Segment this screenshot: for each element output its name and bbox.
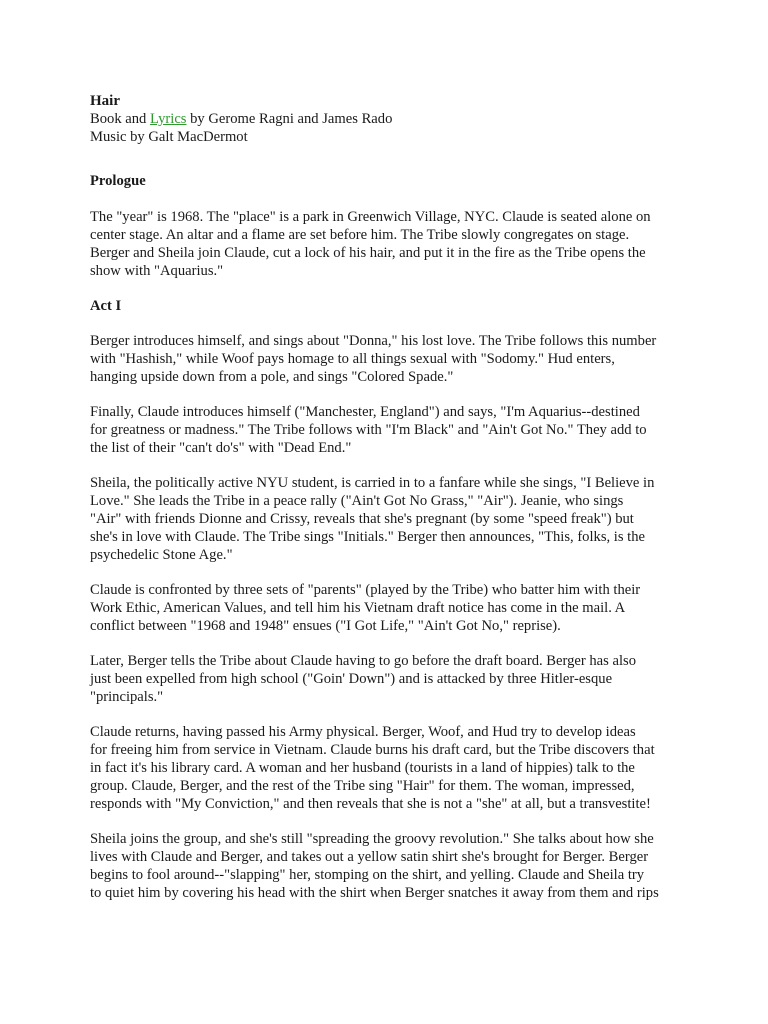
- text-line: in fact it's his library card. A woman and her husband (tourists in a land of hippies) talk to the: [90, 760, 635, 776]
- act1-heading: Act I: [90, 298, 122, 314]
- text-line: Work Ethic, American Values, and tell him his Vietnam draft notice has come in the mail. A: [90, 600, 626, 616]
- text-line: the list of their "can't do's" with "Dead End.": [90, 440, 352, 456]
- text-line: begins to fool around--"slapping" her, stomping on the shirt, and yelling. Claude and Sheila try: [90, 867, 645, 883]
- text-line: she's in love with Claude. The Tribe sings "Initials." Berger then announces, "This, folks, is the: [90, 529, 646, 545]
- credit-prefix: Book and: [90, 111, 150, 127]
- lyrics-link[interactable]: Lyrics: [150, 111, 187, 127]
- text-line: Sheila joins the group, and she's still "spreading the groovy revolution." She talks about how she: [90, 831, 654, 847]
- text-line: just been expelled from high school ("Goin' Down") and is attacked by three Hitler-esque: [90, 671, 613, 687]
- act1-paragraph: [90, 474, 690, 564]
- text-line: Berger introduces himself, and sings about "Donna," his lost love. The Tribe follows this number: [90, 333, 657, 349]
- prologue-heading: Prologue: [90, 173, 146, 189]
- credit-line-music: Music by Galt MacDermot: [90, 129, 248, 145]
- act1-paragraph: [90, 581, 690, 635]
- text-line: "Air" with friends Dionne and Crissy, reveals that she's pregnant (by some "speed freak") but: [90, 511, 634, 527]
- text-line: Later, Berger tells the Tribe about Claude having to go before the draft board. Berger has also: [90, 653, 636, 669]
- text-line: psychedelic Stone Age.": [90, 547, 233, 563]
- credit-suffix: by Gerome Ragni and James Rado: [186, 111, 393, 127]
- text-line: Claude is confronted by three sets of "parents" (played by the Tribe) who batter him with their: [90, 582, 641, 598]
- text-line: show with "Aquarius.": [90, 263, 224, 279]
- text-line: Finally, Claude introduces himself ("Manchester, England") and says, "I'm Aquarius--destined: [90, 404, 640, 420]
- text-line: Berger and Sheila join Claude, cut a lock of his hair, and put it in the fire as the Tribe opens the: [90, 245, 646, 261]
- text-line: Love." She leads the Tribe in a peace rally ("Ain't Got No Grass," "Air"). Jeanie, who sings: [90, 493, 624, 509]
- credit-line-book-lyrics: [90, 110, 690, 128]
- text-line: center stage. An altar and a flame are set before him. The Tribe slowly congregates on stage.: [90, 227, 630, 243]
- text-line: lives with Claude and Berger, and takes out a yellow satin shirt she's brought for Berger. Berger: [90, 849, 649, 865]
- text-line: conflict between "1968 and 1948" ensues ("I Got Life," "Ain't Got No," reprise).: [90, 618, 561, 634]
- text-line: for freeing him from service in Vietnam. Claude burns his draft card, but the Tribe discovers that: [90, 742, 655, 758]
- text-line: The "year" is 1968. The "place" is a park in Greenwich Village, NYC. Claude is seated alone on: [90, 209, 651, 225]
- act1-paragraph: [90, 830, 690, 902]
- text-line: "principals.": [90, 689, 164, 705]
- text-line: Claude returns, having passed his Army physical. Berger, Woof, and Hud try to develop ideas: [90, 724, 636, 740]
- act1-paragraph: [90, 403, 690, 457]
- text-line: to quiet him by covering his head with the shirt when Berger snatches it away from them and rips: [90, 885, 659, 901]
- text-line: for greatness or madness." The Tribe follows with "I'm Black" and "Ain't Got No." They add to: [90, 422, 647, 438]
- act1-paragraph: [90, 652, 690, 706]
- prologue-paragraph: [90, 208, 690, 280]
- text-line: with "Hashish," while Woof pays homage to all things sexual with "Sodomy." Hud enters,: [90, 351, 615, 367]
- text-line: responds with "My Conviction," and then reveals that she is not a "she" at all, but a transvestite!: [90, 796, 651, 812]
- act1-paragraph: [90, 332, 690, 386]
- document-content: [90, 92, 690, 902]
- act1-paragraph: [90, 723, 690, 813]
- text-line: group. Claude, Berger, and the rest of the Tribe sing "Hair" for them. The woman, impressed,: [90, 778, 635, 794]
- text-line: Sheila, the politically active NYU student, is carried in to a fanfare while she sings, "I Believe in: [90, 475, 655, 491]
- text-line: hanging upside down from a pole, and sings "Colored Spade.": [90, 369, 454, 385]
- document-title: Hair: [90, 93, 120, 109]
